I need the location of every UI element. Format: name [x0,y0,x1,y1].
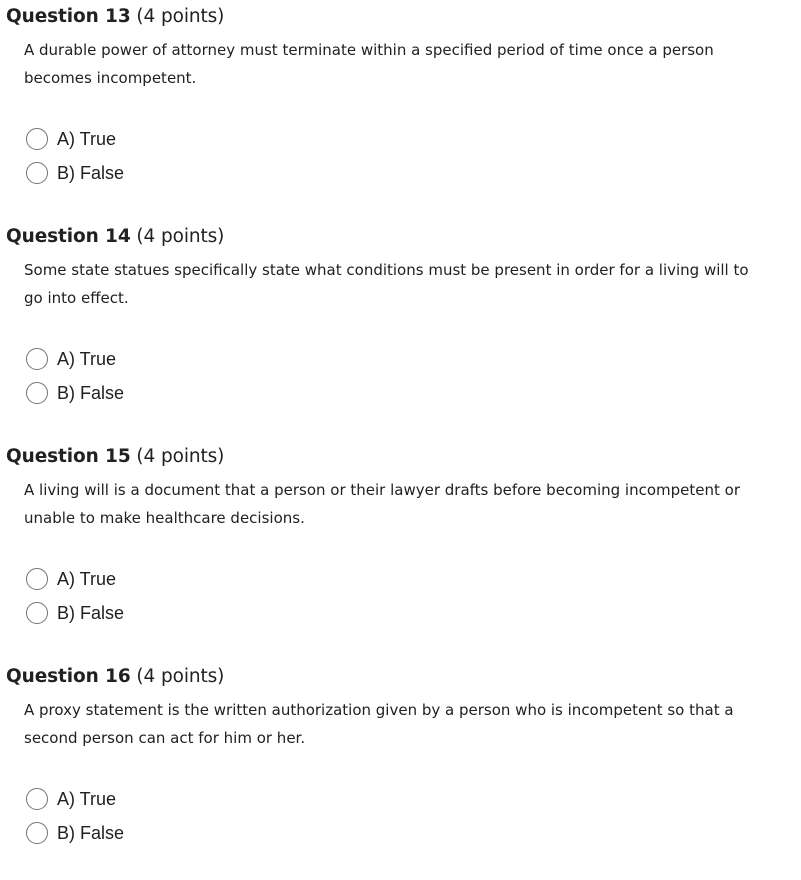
option-label[interactable]: B) False [57,603,125,623]
question-points: (4 points) [136,6,225,27]
radio-button-icon[interactable] [26,568,48,590]
question-header [6,446,224,468]
option-label[interactable]: A) True [57,129,117,149]
question-13 [0,0,801,220]
radio-button-icon[interactable] [26,348,48,370]
question-text: A durable power of attorney must terminate within a specified period of time once a person becomes incompetent. [24,41,714,87]
question-title: Question 14 [6,226,131,247]
option-label[interactable]: B) False [57,383,125,403]
radio-button-icon[interactable] [26,602,48,624]
radio-button-icon[interactable] [26,162,48,184]
option-true[interactable] [26,566,116,592]
question-header [6,6,224,28]
radio-button-icon[interactable] [26,382,48,404]
option-label[interactable]: B) False [57,163,125,183]
question-points: (4 points) [136,666,225,687]
radio-button-icon[interactable] [26,128,48,150]
radio-button-icon[interactable] [26,822,48,844]
radio-button-icon[interactable] [26,788,48,810]
question-points: (4 points) [136,446,225,467]
question-points: (4 points) [136,226,225,247]
question-15 [0,440,801,660]
question-title: Question 13 [6,6,131,27]
question-header [6,226,224,248]
question-16 [0,660,801,880]
option-label[interactable]: A) True [57,569,117,589]
option-label[interactable]: B) False [57,823,125,843]
question-header [6,666,224,688]
option-false[interactable] [26,380,124,406]
option-label[interactable]: A) True [57,349,117,369]
question-14 [0,220,801,440]
question-title: Question 15 [6,446,131,467]
option-false[interactable] [26,160,124,186]
option-label[interactable]: A) True [57,789,117,809]
question-title: Question 16 [6,666,131,687]
option-false[interactable] [26,820,124,846]
option-true[interactable] [26,346,116,372]
question-text: Some state statues specifically state what conditions must be present in order for a living will to go into effect. [24,261,749,307]
option-false[interactable] [26,600,124,626]
option-true[interactable] [26,126,116,152]
option-true[interactable] [26,786,116,812]
question-text: A proxy statement is the written authorization given by a person who is incompetent so that a second person can act for him or her. [24,701,734,747]
question-text: A living will is a document that a person or their lawyer drafts before becoming incompetent or unable to make healthcare decisions. [24,481,741,527]
